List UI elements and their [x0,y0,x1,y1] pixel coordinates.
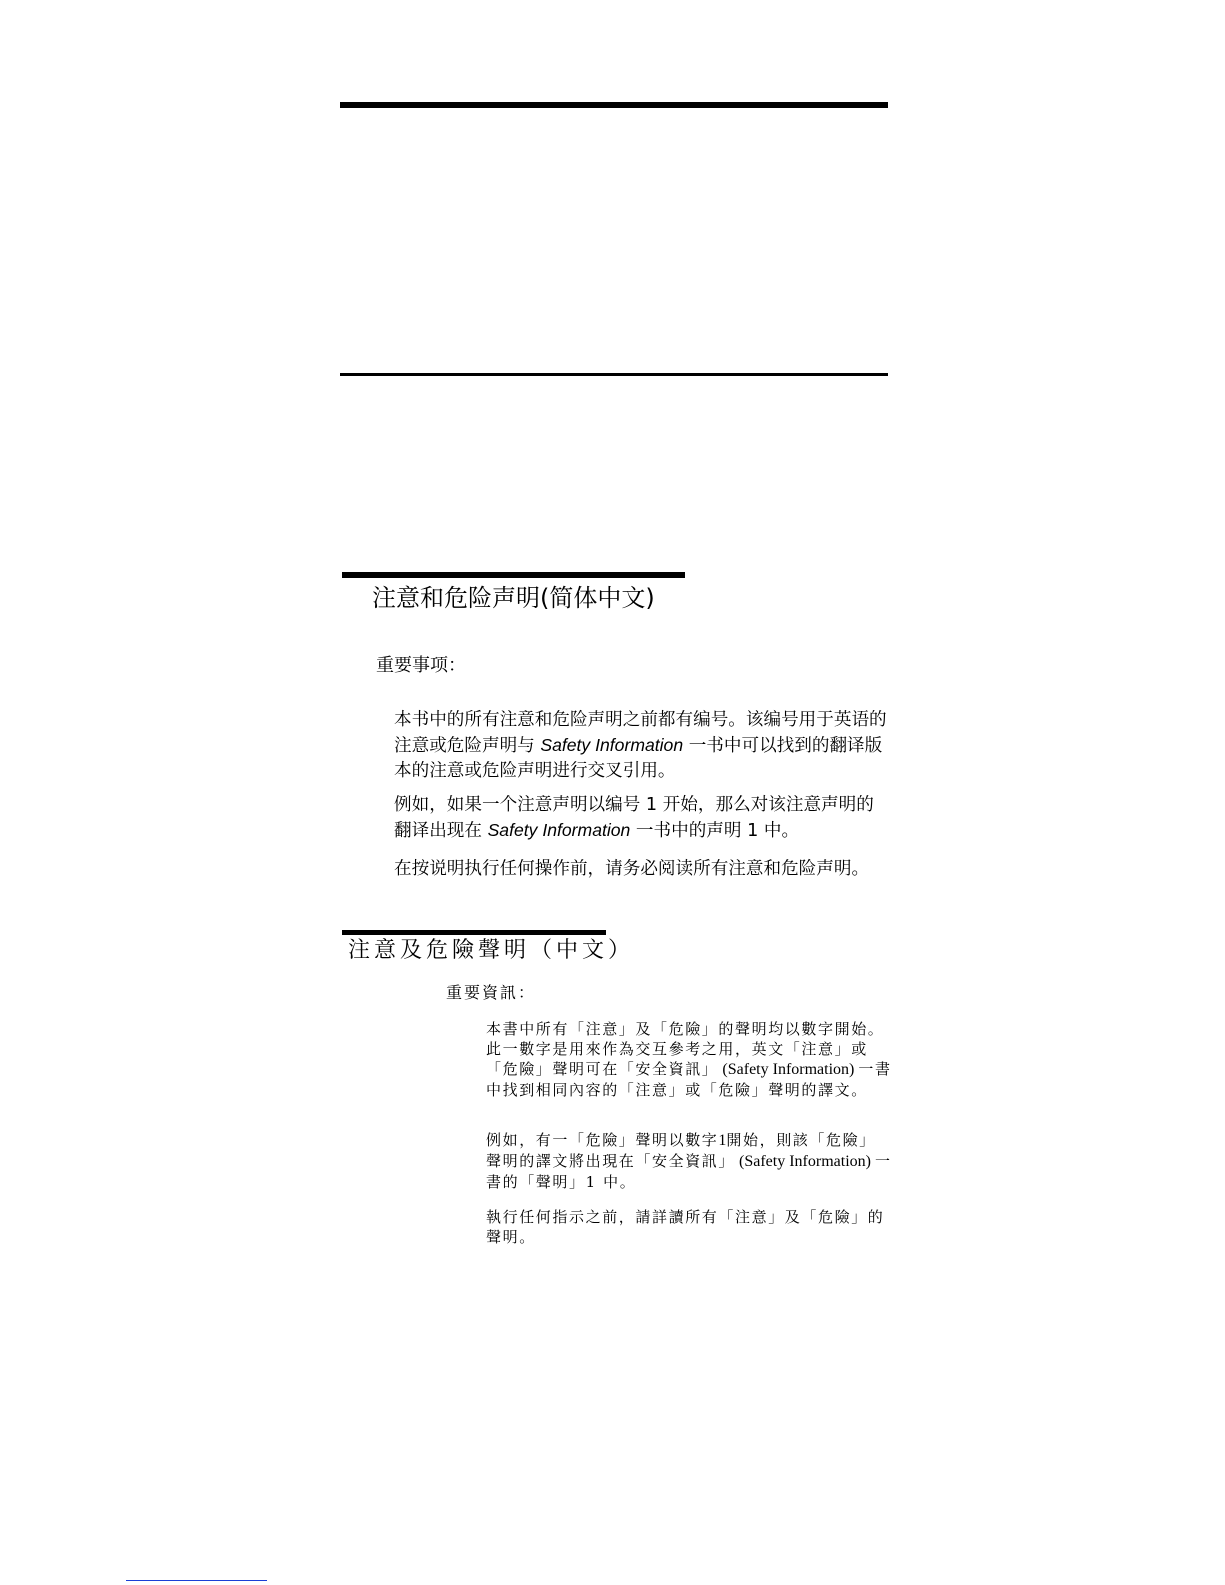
top-rule [340,102,888,108]
simplified-subheading: 重要事项： [376,655,466,676]
middle-rule [340,373,888,376]
simplified-paragraph-3: 在按说明执行任何操作前，请务必阅读所有注意和危险声明。 [394,859,870,879]
book-title: Safety Information [487,820,631,840]
traditional-paragraph-2: 例如，有一「危險」聲明以數字1開始，則該「危險」聲明的譯文將出現在「安全資訊」 (Safety Information) 一書的「聲明」1 中。 [486,1131,892,1191]
simplified-heading-rule [342,572,685,578]
traditional-paragraph-1: 本書中所有「注意」及「危險」的聲明均以數字開始。此一數字是用來作為交互參考之用，英文「注意」或「危險」聲明可在「安全資訊」 (Safety Information) 一書中找到相同內容的「注意」或「危險」聲明的譯文。 [486,1020,892,1099]
traditional-subheading: 重要資訊： [446,983,537,1002]
book-title: Safety Information [540,735,684,755]
traditional-heading: 注意及危險聲明（中文） [348,938,635,963]
english-title: (Safety Information) [735,1153,875,1170]
traditional-paragraph-3: 執行任何指示之前，請詳讀所有「注意」及「危險」的聲明。 [486,1208,885,1246]
simplified-paragraph-2: 例如，如果一个注意声明以编号 1 开始，那么对该注意声明的翻译出现在 Safety Information 一书中的声明 1 中。 [394,795,874,841]
simplified-paragraph-1: 本书中的所有注意和危险声明之前都有编号。该编号用于英语的注意或危险声明与 Safety Information 一书中可以找到的翻译版本的注意或危险声明进行交叉引用。 [394,710,887,781]
simplified-heading: 注意和危险声明(简体中文) [372,584,655,612]
footer-link-underline[interactable] [126,1580,267,1581]
english-title: (Safety Information) [718,1061,859,1078]
